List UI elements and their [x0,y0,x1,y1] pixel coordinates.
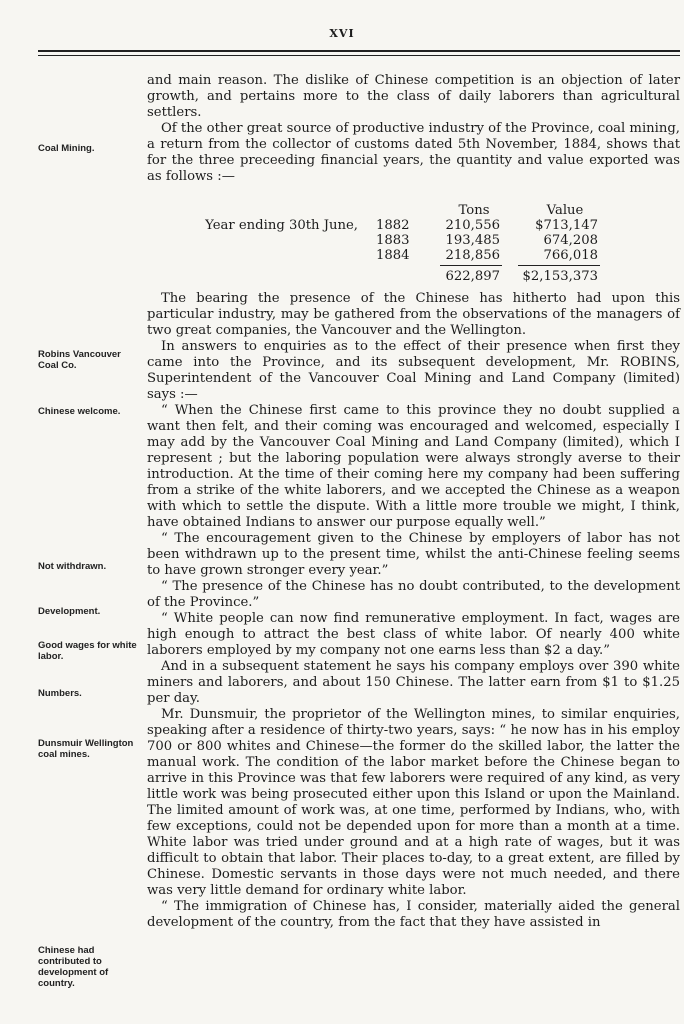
paragraph: “ The encouragement given to the Chinese by employers of labor has not been withdrawn up to the present time, whilst the anti-Chinese feeling seems to have grown stronger every year.” [147,531,680,578]
year-cell: 1884 [376,248,410,263]
margin-note-development: Development. [38,606,101,617]
column-header-value: Value [546,203,584,218]
margin-note-coal-mining: Coal Mining. [38,143,95,154]
paragraph: “ The immigration of Chinese has, I consider, materially aided the general development of the country, from the fact that they have assisted in [147,899,680,930]
total-tons: 622,897 [445,269,500,284]
total-value: $2,153,373 [522,269,598,284]
table-row [200,248,620,263]
margin-note-chinese-welcome: Chinese welcome. [38,406,121,417]
value-cell: 674,208 [543,233,598,248]
paragraph: and main reason. The dislike of Chinese competition is an objection of later growth, and pertains more to the class of daily laborers than agricultural settlers. [147,73,680,120]
value-cell: $713,147 [535,218,598,233]
year-cell: 1882 [376,218,410,233]
sum-rule [518,265,600,266]
body-text-bottom [147,291,680,931]
paragraph: Of the other great source of productive industry of the Province, coal mining, a return from the collector of customs dated 5th November, 1884, shows that for the three preceeding financial years, the quantity and value exported was as follows :— [147,121,680,184]
row-label: Year ending 30th June, [205,218,358,233]
paragraph: Mr. Dunsmuir, the proprietor of the Wellington mines, to similar enquiries, speaking after a residence of thirty-two years, says: “ he now has in his employ 700 or 800 whites and Chinese—the former do the skilled labor, the latter the manual work. The condition of the labor market before the Chinese began to arrive in this Province was that few laborers were required of any kind, as very little work was being prosecuted either upon this Island or upon the Mainland. The limited amount of work was, at one time, performed by Indians, who, with few exceptions, could not be depended upon for more than a month at a time. White labor was tried under ground and at a high rate of wages, but it was difficult to obtain that labor. Their places to-day, to a great extent, are filled by Chinese. Domestic servants in those days were not much needed, and there was very little demand for ordinary white labor. [147,707,680,898]
paragraph: In answers to enquiries as to the effect of their presence when first they came into the Province, and its subsequent development, Mr. ROBINS, Superintendent of the Vancouver Coal Mining and Land Company (limited) says :— [147,339,680,402]
paragraph: And in a subsequent statement he says his company employs over 390 white miners and laborers, and about 150 Chinese. The latter earn from $1 to $1.25 per day. [147,659,680,706]
margin-note-numbers: Numbers. [38,688,82,699]
paragraph: “ White people can now find remunerative employment. In fact, wages are high enough to attract the best class of white labor. Of nearly 400 white laborers employed by my company not one earns less than $2 a day.” [147,611,680,658]
margin-note-good-wages: Good wages for white labor. [38,640,137,662]
margin-note-robins: Robins Vancouver Coal Co. [38,349,121,371]
value-cell: 766,018 [543,248,598,263]
table-row [200,218,620,233]
header-rule [38,50,680,52]
table-row [200,233,620,248]
paragraph: “ The presence of the Chinese has no doubt contributed, to the development of the Province.” [147,579,680,610]
margin-note-dunsmuir: Dunsmuir Wellington coal mines. [38,738,134,760]
header-rule [38,55,680,56]
tons-cell: 210,556 [445,218,500,233]
margin-note-not-withdrawn: Not withdrawn. [38,561,107,572]
page-number: XVI [329,27,355,40]
tons-cell: 193,485 [445,233,500,248]
margin-note-chinese-contributed: Chinese had contributed to development of country. [38,945,109,989]
paragraph: The bearing the presence of the Chinese has hitherto had upon this particular industry, may be gathered from the observations of the managers of two great companies, the Vancouver and the Wellington. [147,291,680,338]
table-total-row [200,269,620,284]
sum-rule [440,265,502,266]
column-header-tons: Tons [458,203,490,218]
body-text-top [147,73,680,185]
tons-cell: 218,856 [445,248,500,263]
year-cell: 1883 [376,233,410,248]
paragraph: “ When the Chinese first came to this province they no doubt supplied a want then felt, and their coming was encouraged and welcomed, especially I may add by the Vancouver Coal Mining and Land Company (limited), which I represent ; but the laboring population were always strongly averse to their introduction. At the time of their coming here my company had been suffering from a strike of the white laborers, and we accepted the Chinese as a weapon with which to settle the dispute. With a little more trouble we might, I think, have obtained Indians to answer our purpose equally well.” [147,403,680,530]
